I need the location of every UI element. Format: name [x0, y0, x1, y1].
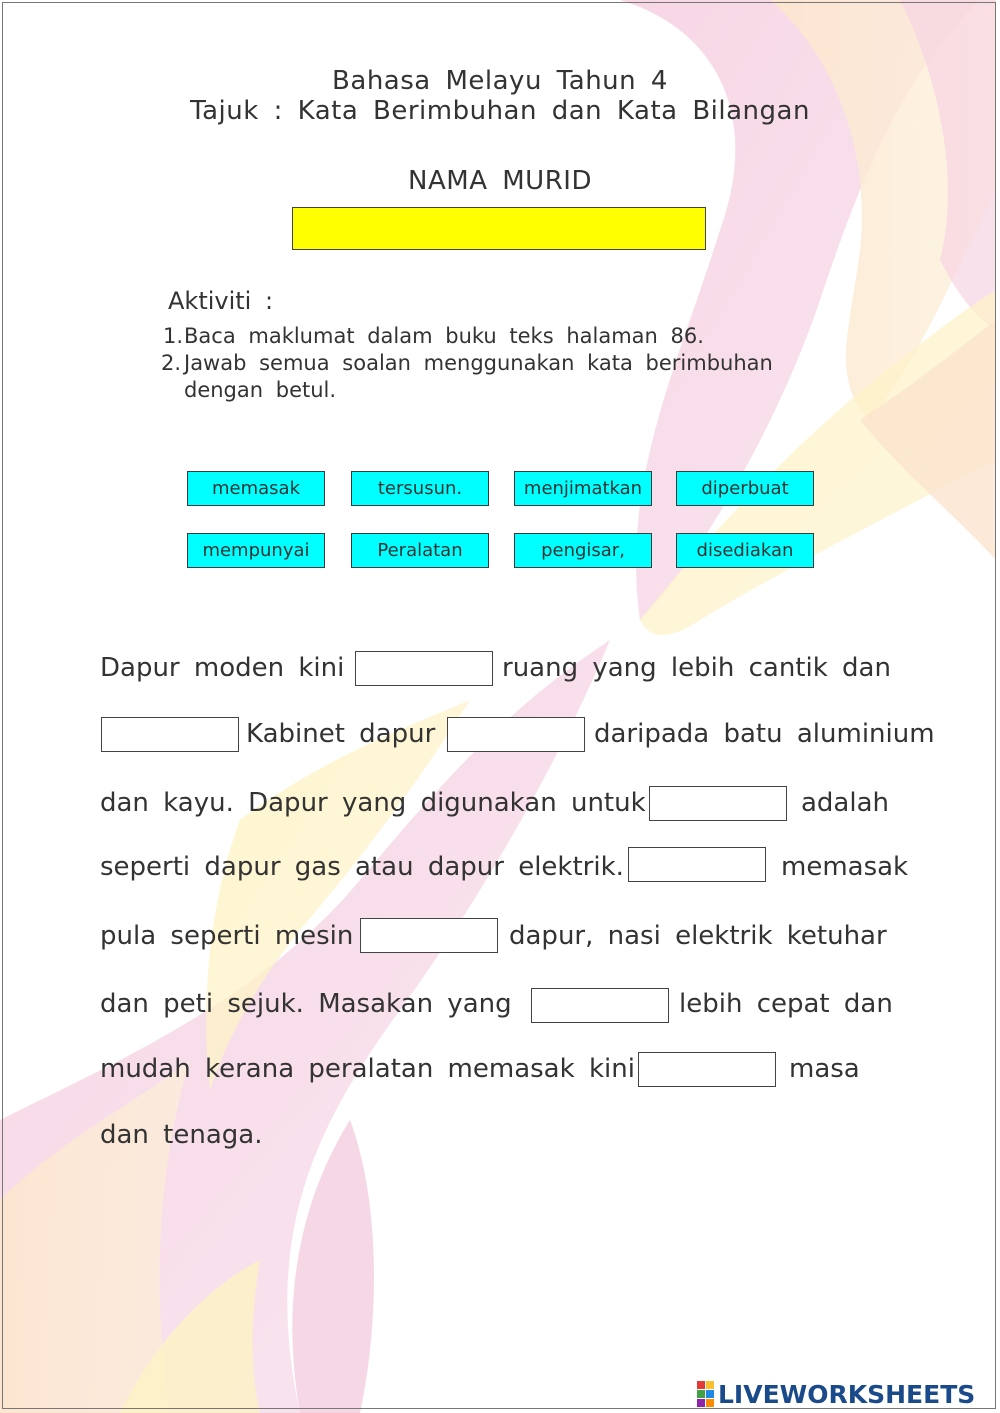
instruction-number: 2. — [161, 351, 182, 375]
answer-blank-1[interactable] — [355, 651, 493, 686]
instruction-number: 1. — [163, 324, 184, 348]
passage-text: memasak — [781, 852, 909, 882]
word-chip-pengisar[interactable]: pengisar, — [514, 533, 652, 568]
passage-text: daripada batu aluminium — [594, 719, 935, 749]
passage-text: lebih cepat dan — [679, 989, 893, 1019]
word-chip-memasak[interactable]: memasak — [187, 471, 325, 506]
brand-name: LIVEWORKSHEETS — [718, 1379, 976, 1409]
word-chip-menjimatkan[interactable]: menjimatkan — [514, 471, 652, 506]
passage-text: adalah — [801, 788, 890, 818]
passage-text: dan kayu. Dapur yang digunakan untuk — [100, 788, 646, 818]
instruction-text: Jawab semua soalan menggunakan kata berimbuhan — [184, 351, 773, 375]
passage-text: Dapur moden kini — [100, 653, 345, 683]
word-chip-disediakan[interactable]: disediakan — [676, 533, 814, 568]
student-name-input[interactable] — [292, 207, 706, 250]
passage-text: pula seperti mesin — [100, 921, 354, 951]
word-chip-peralatan[interactable]: Peralatan — [351, 533, 489, 568]
word-chip-mempunyai[interactable]: mempunyai — [187, 533, 325, 568]
liveworksheets-logo — [697, 1378, 975, 1410]
answer-blank-3[interactable] — [447, 717, 585, 752]
instruction-text: Baca maklumat dalam buku teks halaman 86. — [184, 324, 704, 348]
answer-blank-8[interactable] — [638, 1052, 776, 1087]
student-name-label: NAMA MURID — [408, 166, 592, 196]
answer-blank-7[interactable] — [531, 988, 669, 1023]
word-chip-tersusun[interactable]: tersusun. — [351, 471, 489, 506]
word-chip-diperbuat[interactable]: diperbuat — [676, 471, 814, 506]
passage-text: Kabinet dapur — [246, 719, 436, 749]
passage-text: ruang yang lebih cantik dan — [502, 653, 891, 683]
passage-text: masa — [789, 1054, 860, 1084]
subject-title: Bahasa Melayu Tahun 4 — [332, 66, 668, 96]
passage-text: dan peti sejuk. Masakan yang — [100, 989, 512, 1019]
answer-blank-4[interactable] — [649, 786, 787, 821]
liveworksheets-icon — [697, 1381, 714, 1407]
passage-text: seperti dapur gas atau dapur elektrik. — [100, 852, 624, 882]
passage-text: dapur, nasi elektrik ketuhar — [509, 921, 887, 951]
answer-blank-6[interactable] — [360, 918, 498, 953]
answer-blank-5[interactable] — [628, 847, 766, 882]
passage-text: dan tenaga. — [100, 1120, 263, 1150]
topic-title: Tajuk : Kata Berimbuhan dan Kata Bilangan — [190, 96, 810, 126]
answer-blank-2[interactable] — [101, 717, 239, 752]
activity-heading: Aktiviti : — [168, 287, 274, 315]
passage-text: mudah kerana peralatan memasak kini — [100, 1054, 635, 1084]
instruction-text: dengan betul. — [184, 378, 337, 402]
